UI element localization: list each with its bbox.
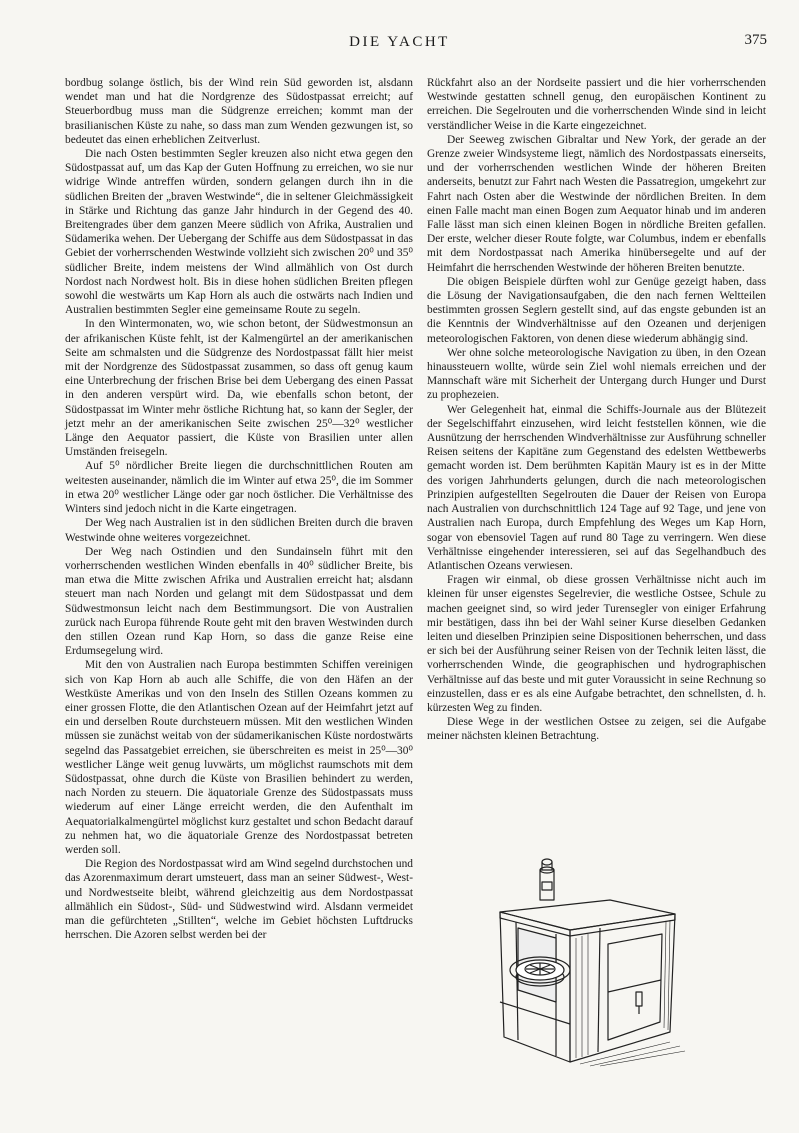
page-header xyxy=(0,30,799,54)
paragraph: Der Seeweg zwischen Gibraltar und New York, der gerade an der Grenze zweier Windsysteme liegt, nämlich des Nordostpassats einerseits, und der vorherrschenden westlichen Winde der höheren Breiten anderseits, benutzt zur Fahrt nach Westen die Passatregion, umgekehrt zur Fahrt nach Osten aber die Westwinde der nördlichen Breiten. In dem einen Falle macht man einen Bogen zum Aequator hinab und im anderen Falle lässt man sich einen kleinen Bogen in nördliche Breiten gefallen. Der erste, welcher dieser Route folgte, war Columbus, indem er ebenfalls mit dem Nordostpassat nach Amerika hinübersegelte und auf der Heimfahrt die herrschenden Westwinde der höheren Breiten benutzte. xyxy=(427,133,766,274)
paragraph: Der Weg nach Australien ist in den südlichen Breiten durch die braven Westwinde ohne weiteres vorgezeichnet. xyxy=(65,517,413,544)
paragraph: bordbug solange östlich, bis der Wind rein Süd geworden ist, alsdann wendet man und hat die Nordgrenze des Südostpassat erreicht; auf Steuerbordbug muss man die Südgrenze erreichen; kommt man der brasilianischen Küste zu nahe, so dass man zum Wenden gezwungen ist, so bedeutet das einen erheblichen Zeitverlust. xyxy=(65,77,413,146)
running-title: DIE YACHT xyxy=(349,34,450,50)
paragraph: Der Weg nach Ostindien und den Sundainseln führt mit den vorherrschenden westlichen Winden ebenfalls in 40⁰ südlicher Breite, bis man etwa die Mitte zwischen Afrika und Australien erreicht hat; alsdann steuert man nach Norden und gelangt mit dem Südostpassat und dem Südwestmonsun leicht nach dem Bestimmungsort. Die von Australien zurück nach Europa führende Route geht mit den braven Westwinden durch den stillen Ozean rund Kap Horn, so dass die ganze Reise eine Erdumsegelung wird. xyxy=(65,545,413,658)
right-column xyxy=(427,76,766,744)
paragraph: Wer ohne solche meteorologische Navigation zu üben, in den Ozean hinaussteuern wollte, würde sein Ziel wohl niemals erreichen und der Mannschaft wäre mit Sicherheit der Untergang durch Hunger und Durst zu prophezeien. xyxy=(427,346,766,402)
binnacle-illustration xyxy=(490,852,690,1067)
paragraph: Die Region des Nordostpassat wird am Wind segelnd durchstochen und das Azorenmaximum derart umsteuert, dass man an seiner Südwest-, West- und Nordwestseite bleibt, während gleichzeitig aus dem Nordostpassat allmählich ein Südost-, Süd- und Südwestwind wird. Alsdann vermeidet man die gefürchteten „Stillten“, welche im Gebiet höchsten Luftdrucks herrschen. Die Azoren selbst werden bei der xyxy=(65,858,413,942)
paragraph: In den Wintermonaten, wo, wie schon betont, der Südwestmonsun an der afrikanischen Küste fehlt, ist der Kalmengürtel an der amerikanischen Seite am schmalsten und die Südgrenze des Nordostpassat fällt hier meist mit der Nordgrenze des Südostpassat zusammen, so dass oft genug kaum eine Unterbrechung der frischen Brise bei dem Uebergang des einen Passat in den anderen verspürt wird. Da, wie ebenfalls schon betont, der Südostpassat im Winter mehr östliche Richtung hat, so kann der Segler, der jetzt mehr an der amerikanischen Seite zwischen 25⁰—32⁰ westlicher Länge den Aequator passiert, die Küste von Brasilien unter allen Umständen freisegeln. xyxy=(65,318,413,459)
paragraph: Wer Gelegenheit hat, einmal die Schiffs-Journale aus der Blütezeit der Segelschiffahrt einzusehen, wird leicht feststellen können, wie die Ausnützung der herrschenden Windverhältnisse zur Ausführung schneller Reisen seitens der Kapitäne zum Gegenstand des edelsten Wettbewerbs gemacht worden ist. Dem berühmten Kapitän Maury ist es in der Mitte des vorigen Jahrhunderts gelungen, durch die nach meteorologischen Prinzipien aufgestellten Segelrouten die Dauer der Reisen von Europa nach Australien von durchschnittlich 124 Tage auf 92 Tage, und jene von Australien nach Europa, durch Empfehlung des Weges um Kap Horn, sogar von ebensoviel Tagen auf rund 80 Tage zu verringern. Wen diese Verhältnisse eingehender interessieren, sei auf das Segelhandbuch des Atlantischen Ozeans verwiesen. xyxy=(427,403,766,572)
left-column xyxy=(65,76,413,942)
page-number: 375 xyxy=(744,32,767,48)
paragraph: Fragen wir einmal, ob diese grossen Verhältnisse nicht auch im kleinen für unser eigenstes Segelrevier, die westliche Ostsee, Schule zu machen geeignet sind, so wird jeder Turensegler von einiger Erfahrung mir bestätigen, dass ihn bei der Wahl seiner Kurse dieselben Gedanken leiten und dieselben Prinzipien seine Dispositionen beherrschen, und dass er sich bei der Ausführung seiner Reisen von der Technik leiten lässt, die vorherrschenden Winde, die geographischen und hydrographischen Verhältnisse auf das beste und mit guter Voraussicht in seine Rechnung so einzustellen, dass er es als eine Aufgabe betrachtet, den schnellsten, d. h. kürzesten Weg zu finden. xyxy=(427,574,766,714)
paragraph: Die nach Osten bestimmten Segler kreuzen also nicht etwa gegen den Südostpassat auf, um das Kap der Guten Hoffnung zu erreichen, wo sie nur widrige Winde antreffen würden, sondern gelangen durch ihn in die südlichen Breiten der „braven Westwinde“, die in seltener Gleichmässigkeit in Stärke und Richtung das ganze Jahr hindurch in der Gegend des 40. Breitengrades über dem ganzen Meere südlich von Afrika, Australien und Südamerika wehen. Der Uebergang der Schiffe aus dem Südostpassat in das Gebiet der vorherrschenden Westwinde vollzieht sich zwischen 20⁰ und 35⁰ südlicher Breite, indem meistens der Wind allmählich von Ost durch Nordost nach Nordwest holt. Bis in diese hohen südlichen Breiten pflegen sowohl die westwärts um Kap Horn als auch die ostwärts nach Indien und Australien bestimmten Segler eine gemeinsame Route zu segeln. xyxy=(65,148,413,317)
paragraph: Diese Wege in der westlichen Ostsee zu zeigen, sei die Aufgabe meiner nächsten kleinen Betrachtung. xyxy=(427,716,766,743)
paragraph: Auf 5⁰ nördlicher Breite liegen die durchschnittlichen Routen am weitesten auseinander, nämlich die im Winter auf etwa 25⁰, die im Sommer in etwa 20⁰ westlicher Länge oder gar noch östlicher. Die Verhältnisse des Winters sind jedoch nicht in die Karte eingetragen. xyxy=(65,460,413,516)
paragraph: Rückfahrt also an der Nordseite passiert und die hier vorherrschenden Westwinde gestatten schnell genug, den europäischen Kontinent zu erreichen. Die Segelrouten und die vorherrschenden Winde sind in leicht verständlicher Weise in die Karte eingezeichnet. xyxy=(427,77,766,132)
paragraph: Die obigen Beispiele dürften wohl zur Genüge gezeigt haben, dass die Lösung der Navigationsaufgaben, die den nach fernen Weltteilen bestimmten grossen Seglern gestellt sind, auf das engste gebunden ist an die Kenntnis der Windverhältnisse auf den Ozeanen und derjenigen meteorologischen Faktoren, von denen diese wiederum abhängig sind. xyxy=(427,275,766,345)
paragraph: Mit den von Australien nach Europa bestimmten Schiffen vereinigen sich von Kap Horn ab auch alle Schiffe, die von den Häfen an der Westküste Amerikas und von den Inseln des Stillen Ozeans kommen zu einer grossen Flotte, die den Atlantischen Ozean auf der Heimfahrt jetzt auf ein und derselben Route durchsteuern müssen. Mit den westlichen Winden müssen sie zunächst weitab von der südamerikanischen Küste nordostwärts segelnd das Passatgebiet erreichen, sie überschreiten es meist in 25⁰—30⁰ westlicher Länge weit genug luvwärts, um möglichst raumschots mit dem Südostpassat, ohne durch die Küste von Brasilien behindert zu werden, nach Norden zu steuern. Die äquatoriale Grenze des Südostpassats muss wiederum auf einer Länge erreicht werden, die den Aufenthalt im Aequatorialkalmengürtel möglichst kurz gestaltet und schon Bedacht darauf zu nehmen hat, wo die äquatoriale Grenze des Nordostpassat betreten werden soll. xyxy=(65,659,413,856)
